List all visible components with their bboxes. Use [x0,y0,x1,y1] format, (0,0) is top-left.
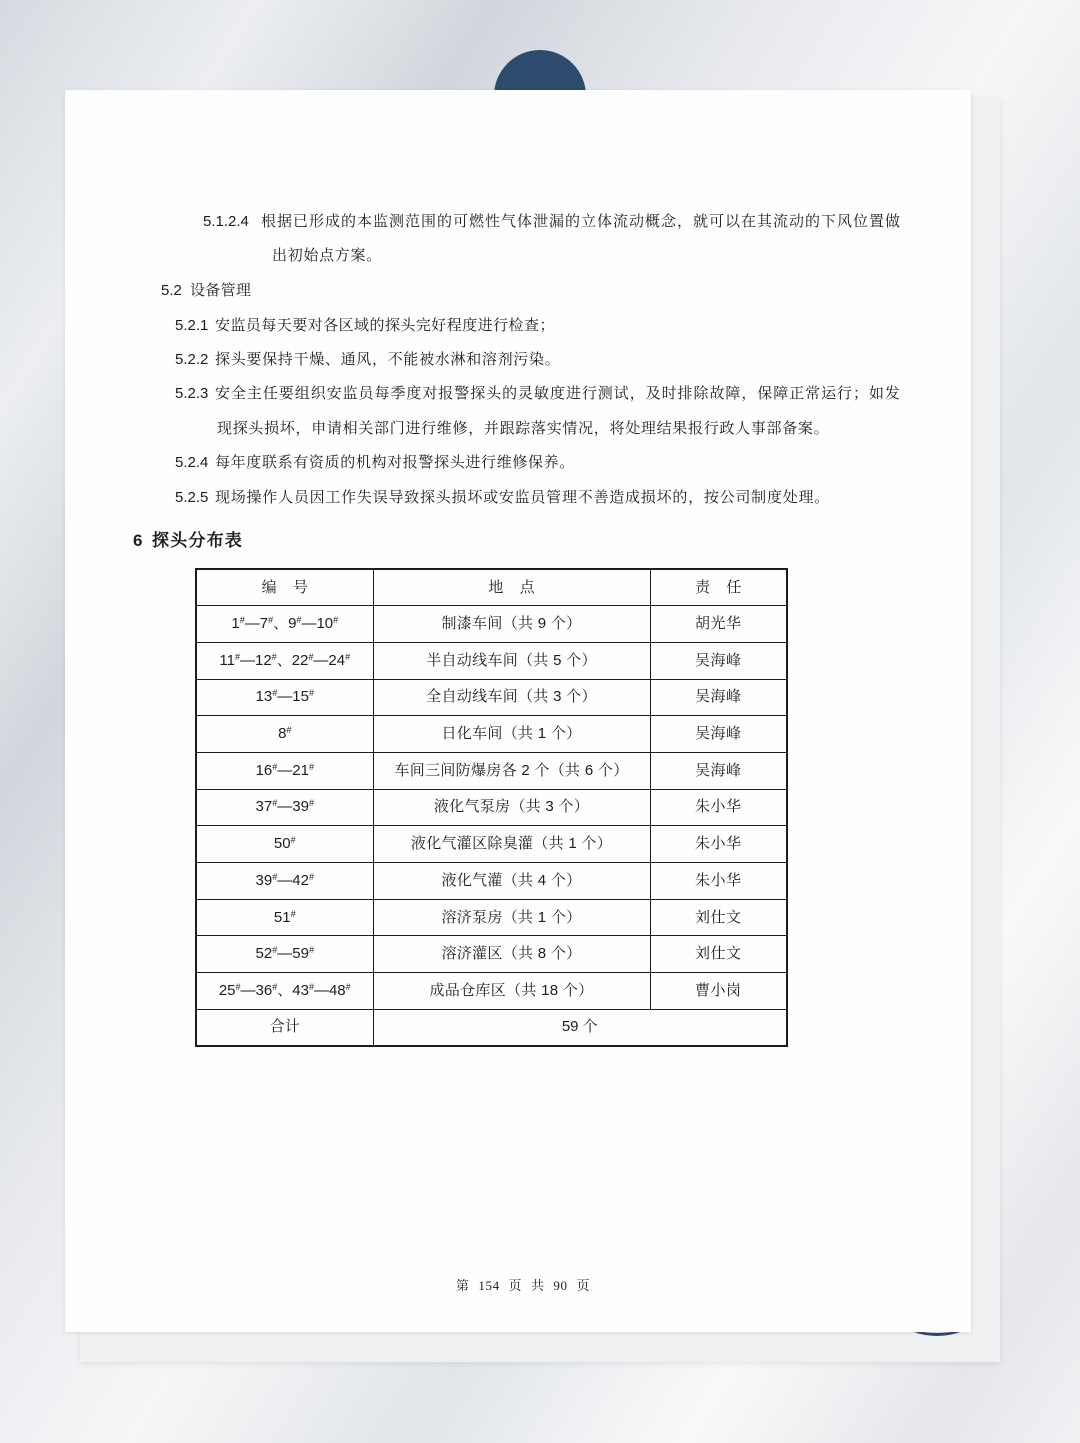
cell-location: 液化气泵房（共 3 个） [373,789,650,826]
section-heading-6 [0,530,1000,552]
paragraph-text: 根据已形成的本监测范围的可燃性气体泄漏的立体流动概念，就可以在其流动的下风位置做 [261,214,902,230]
paragraph-5-2-3-continuation [0,419,1000,439]
superscript-hash: # [272,761,278,772]
paragraph-5-2-5 [0,488,1000,508]
section-number: 5.2.3 [175,385,209,402]
cell-responsible: 吴海峰 [650,752,787,789]
cell-responsible: 刘仕文 [650,899,787,936]
table-row [196,642,787,679]
cell-responsible: 刘仕文 [650,936,787,973]
paragraph-text: 探头要保持干燥、通风，不能被水淋和溶剂污染。 [215,352,561,368]
paragraph-text: 现探头损坏，申请相关部门进行维修，并跟踪落实情况，将处理结果报行政人事部备案。 [217,421,830,437]
cell-location: 车间三间防爆房各 2 个（共 6 个） [373,752,650,789]
table-row [196,826,787,863]
superscript-hash: # [272,798,278,809]
section-number: 5.2.1 [175,317,209,334]
superscript-hash: # [235,981,241,992]
cell-code: 11#—12#、22#—24# [196,642,373,679]
section-title: 探头分布表 [152,531,243,550]
table-total-row [196,1009,787,1046]
superscript-hash: # [272,981,278,992]
cell-code: 8# [196,716,373,753]
paragraph-text: 现场操作人员因工作失误导致探头损坏或安监员管理不善造成损坏的，按公司制度处理。 [215,490,831,506]
paragraph-5-2-1 [0,316,1000,336]
cell-responsible: 曹小岗 [650,973,787,1010]
superscript-hash: # [290,908,296,919]
cell-location: 制漆车间（共 9 个） [373,606,650,643]
superscript-hash: # [268,615,274,626]
superscript-hash: # [234,651,240,662]
cell-location: 成品仓库区（共 18 个） [373,973,650,1010]
superscript-hash: # [272,945,278,956]
paragraph-text: 出初始点方案。 [272,248,382,264]
paragraph-text: 安全主任要组织安监员每季度对报警探头的灵敏度进行测试，及时排除故障，保障正常运行；如发 [215,386,901,402]
table-row [196,606,787,643]
table-row [196,789,787,826]
cell-location: 溶济泵房（共 1 个） [373,899,650,936]
table-row [196,679,787,716]
paragraph-5-1-2-4-continuation [0,246,1000,266]
superscript-hash: # [308,761,314,772]
section-number: 5.1.2.4 [203,213,249,230]
cell-responsible: 朱小华 [650,863,787,900]
header-location: 地 点 [373,569,650,606]
superscript-hash: # [308,981,314,992]
paragraph-text: 每年度联系有资质的机构对报警探头进行维修保养。 [215,455,575,471]
superscript-hash: # [345,651,351,662]
paragraph-text: 安监员每天要对各区域的探头完好程度进行检查； [215,318,555,334]
cell-code: 16#—21# [196,752,373,789]
section-number: 5.2.5 [175,489,209,506]
cell-code: 13#—15# [196,679,373,716]
superscript-hash: # [271,651,277,662]
cell-location: 日化车间（共 1 个） [373,716,650,753]
cell-responsible: 朱小华 [650,789,787,826]
paragraph-5-2-4 [0,453,1000,473]
table-row [196,716,787,753]
table-header-row [196,569,787,606]
cell-responsible: 吴海峰 [650,716,787,753]
superscript-hash: # [308,871,314,882]
section-number: 5.2 [161,282,182,299]
cell-responsible: 吴海峰 [650,642,787,679]
cell-location: 全自动线车间（共 3 个） [373,679,650,716]
table-row [196,863,787,900]
superscript-hash: # [333,615,339,626]
cell-responsible: 胡光华 [650,606,787,643]
page-footer: 第 154 页 共 90 页 [455,1278,591,1293]
paragraph-5-2-3 [0,384,1000,404]
superscript-hash: # [272,688,278,699]
total-label: 合计 [196,1009,373,1046]
section-heading-5-2 [0,281,1000,301]
cell-code: 50# [196,826,373,863]
section-number: 5.2.2 [175,351,209,368]
cell-code: 51# [196,899,373,936]
superscript-hash: # [272,871,278,882]
cell-location: 半自动线车间（共 5 个） [373,642,650,679]
superscript-hash: # [286,725,292,736]
superscript-hash: # [239,615,245,626]
header-code: 编 号 [196,569,373,606]
cell-code: 37#—39# [196,789,373,826]
section-number: 6 [133,531,143,550]
superscript-hash: # [308,651,314,662]
superscript-hash: # [308,798,314,809]
superscript-hash: # [308,688,314,699]
table-row [196,752,787,789]
header-responsible: 责 任 [650,569,787,606]
cell-responsible: 朱小华 [650,826,787,863]
cell-code: 52#—59# [196,936,373,973]
cell-code: 25#—36#、43#—48# [196,973,373,1010]
cell-responsible: 吴海峰 [650,679,787,716]
section-title: 设备管理 [190,283,252,299]
cell-code: 39#—42# [196,863,373,900]
table-row [196,936,787,973]
cell-location: 液化气灌（共 4 个） [373,863,650,900]
cell-location: 液化气灌区除臭灌（共 1 个） [373,826,650,863]
superscript-hash: # [296,615,302,626]
probe-distribution-table [195,568,788,1047]
section-number: 5.2.4 [175,454,209,471]
cell-location: 溶济灌区（共 8 个） [373,936,650,973]
paragraph-5-2-2 [0,350,1000,370]
table-row [196,899,787,936]
total-value: 59 个 [373,1009,787,1046]
superscript-hash: # [308,945,314,956]
superscript-hash: # [290,835,296,846]
cell-code: 1#—7#、9#—10# [196,606,373,643]
table-row [196,973,787,1010]
paragraph-5-1-2-4 [0,212,1000,232]
superscript-hash: # [345,981,351,992]
